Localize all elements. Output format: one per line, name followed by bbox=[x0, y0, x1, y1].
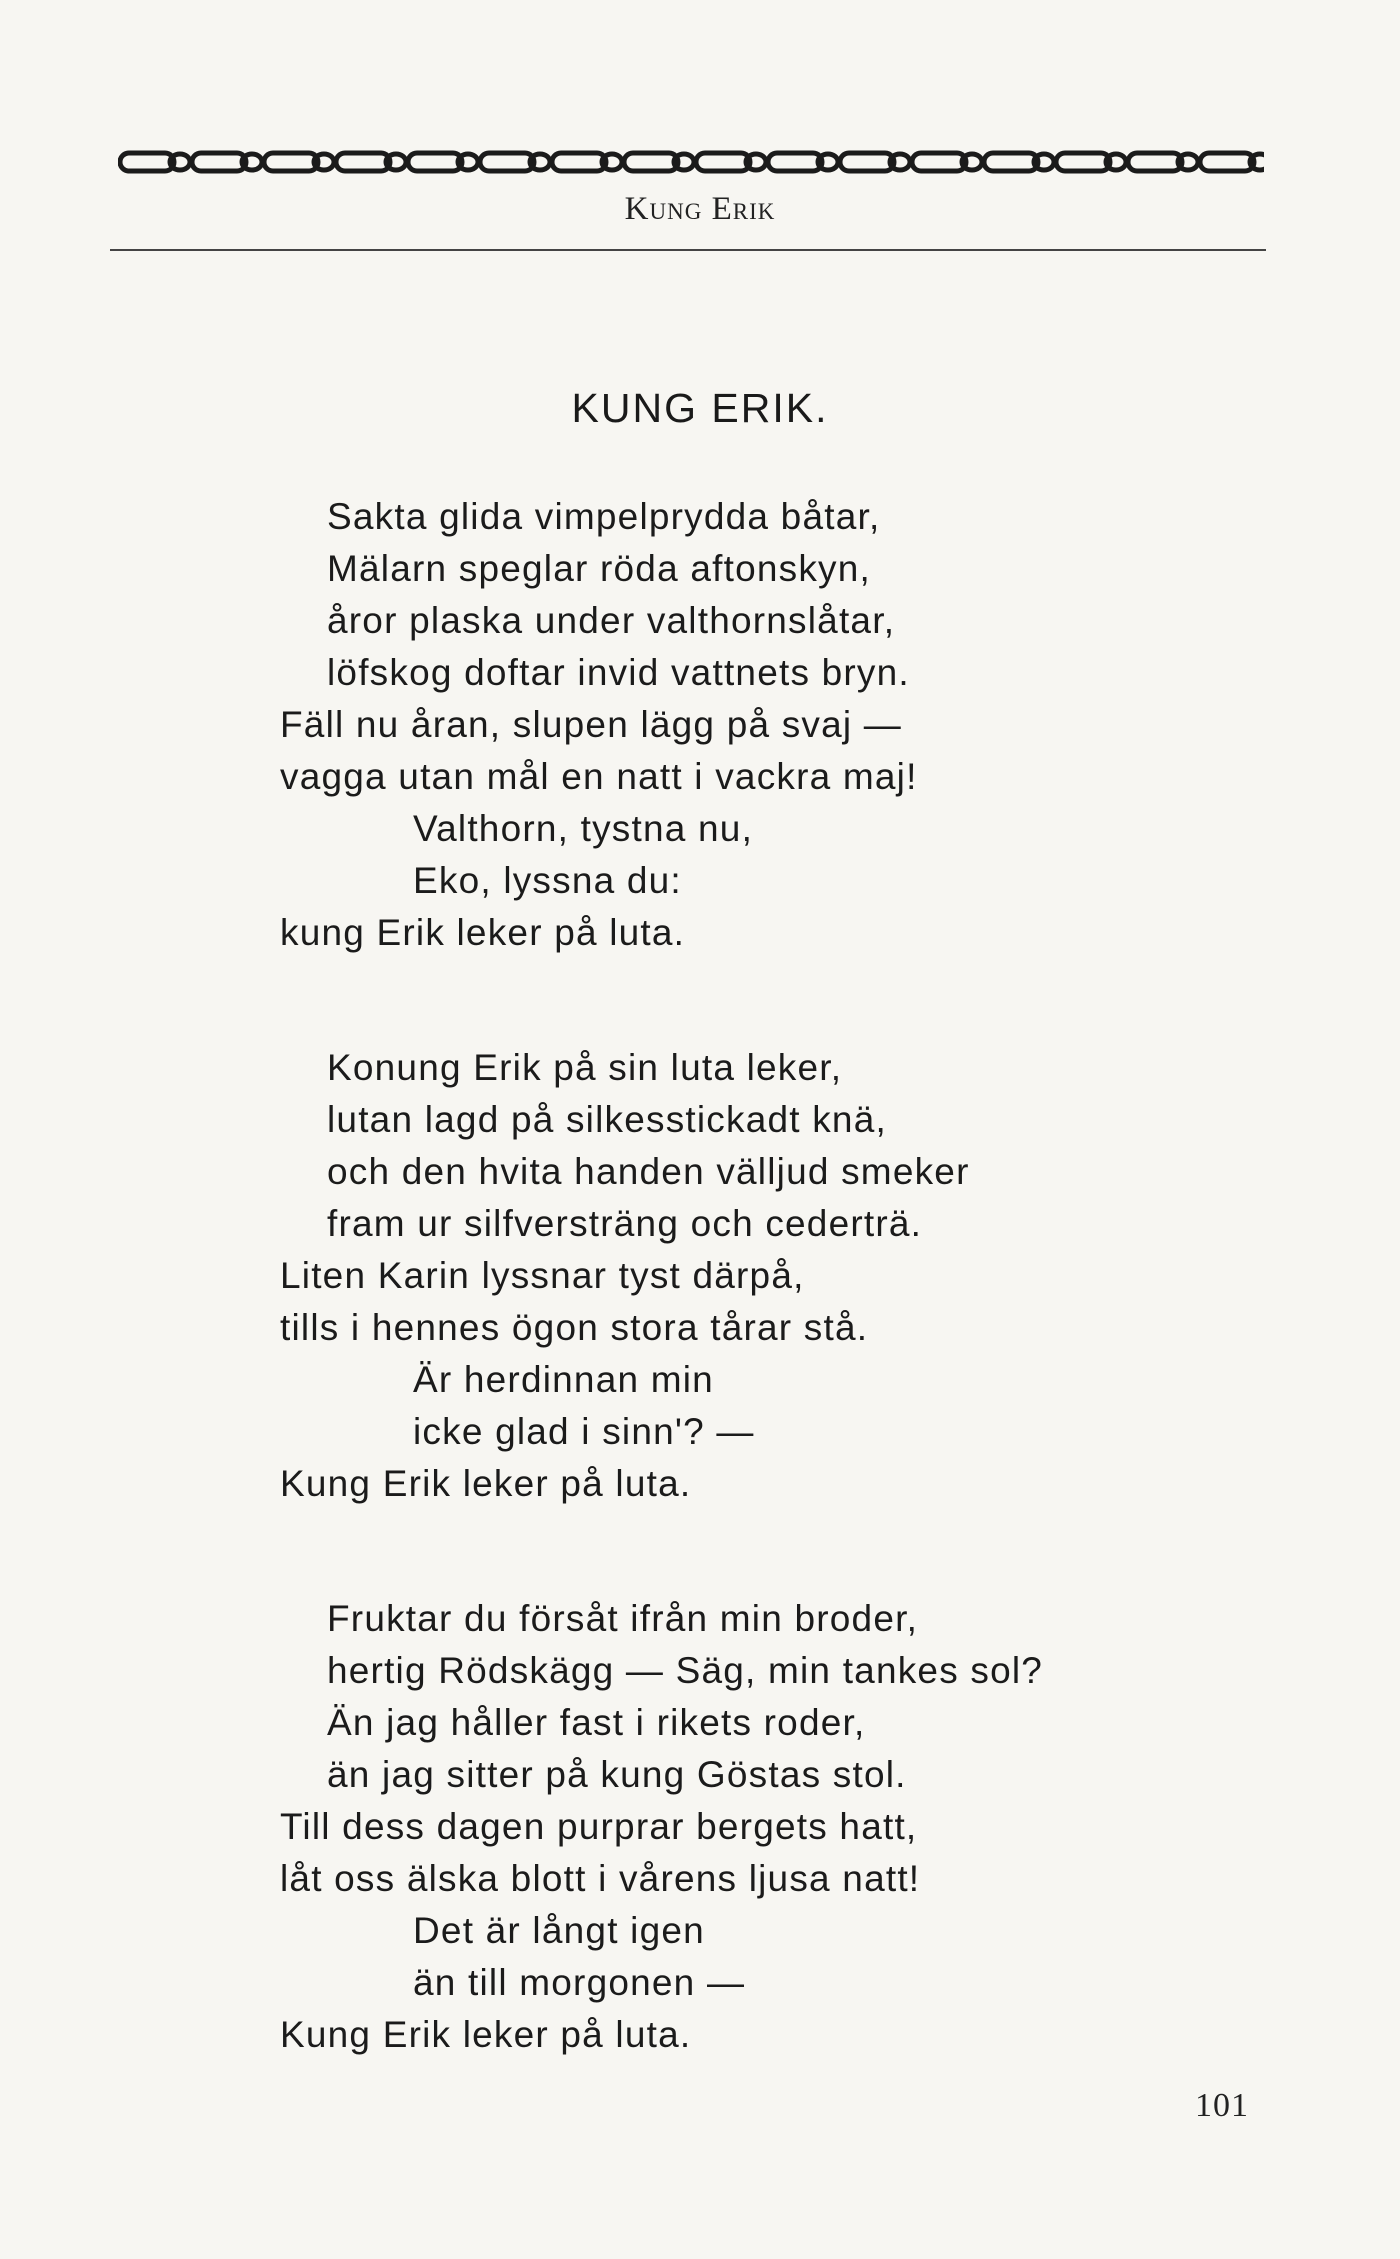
page-number: 101 bbox=[1195, 2087, 1249, 2124]
chain-link bbox=[264, 153, 318, 171]
chain-link bbox=[120, 153, 174, 171]
chain-link bbox=[480, 153, 534, 171]
verse-line: Konung Erik på sin luta leker, bbox=[327, 1047, 843, 1088]
verse-line: hertig Rödskägg — Säg, min tankes sol? bbox=[327, 1650, 1044, 1691]
chain-link bbox=[336, 153, 390, 171]
verse-line: än jag sitter på kung Göstas stol. bbox=[327, 1754, 907, 1795]
verse-line: vagga utan mål en natt i vackra maj! bbox=[280, 756, 918, 797]
verse-line: Det är långt igen bbox=[413, 1910, 705, 1951]
chain-link bbox=[552, 153, 606, 171]
verse-line: låt oss älska blott i vårens ljusa natt! bbox=[280, 1858, 921, 1899]
chain-border-ornament bbox=[118, 147, 1264, 177]
chain-link bbox=[1128, 153, 1182, 171]
verse-line: Sakta glida vimpelprydda båtar, bbox=[327, 496, 881, 537]
chain-link bbox=[1056, 153, 1110, 171]
chain-link bbox=[408, 153, 462, 171]
chain-link bbox=[840, 153, 894, 171]
chain-link bbox=[1200, 153, 1254, 171]
verse-line: Fruktar du försåt ifrån min broder, bbox=[327, 1598, 919, 1639]
verse-line: Valthorn, tystna nu, bbox=[413, 808, 754, 849]
verse-line: tills i hennes ögon stora tårar stå. bbox=[280, 1307, 869, 1348]
chain-link bbox=[624, 153, 678, 171]
verse-line: Till dess dagen purprar bergets hatt, bbox=[280, 1806, 918, 1847]
header-rule bbox=[110, 249, 1266, 251]
verse-line: kung Erik leker på luta. bbox=[280, 912, 686, 953]
verse-line: Fäll nu åran, slupen lägg på svaj — bbox=[280, 704, 903, 745]
verse-line: fram ur silfversträng och cederträ. bbox=[327, 1203, 923, 1244]
chain-link bbox=[912, 153, 966, 171]
verse-line: lutan lagd på silkesstickadt knä, bbox=[327, 1099, 887, 1140]
verse-line: Mälarn speglar röda aftonskyn, bbox=[327, 548, 871, 589]
verse-line: Kung Erik leker på luta. bbox=[280, 2014, 692, 2055]
running-head: Kung Erik bbox=[624, 191, 776, 227]
verse-line: Än jag håller fast i rikets roder, bbox=[327, 1702, 866, 1743]
chain-ring bbox=[1250, 154, 1264, 170]
chain-link bbox=[984, 153, 1038, 171]
verse-line: Eko, lyssna du: bbox=[413, 860, 682, 901]
verse-line: och den hvita handen välljud smeker bbox=[327, 1151, 970, 1192]
chain-link bbox=[696, 153, 750, 171]
verse-line: än till morgonen — bbox=[413, 1962, 746, 2003]
verse-line: Liten Karin lyssnar tyst därpå, bbox=[280, 1255, 805, 1296]
chain-link bbox=[768, 153, 822, 171]
verse-line: icke glad i sinn'? — bbox=[413, 1411, 755, 1452]
verse-line: Är herdinnan min bbox=[413, 1359, 714, 1400]
chain-link bbox=[192, 153, 246, 171]
poem-title: KUNG ERIK. bbox=[571, 385, 829, 431]
verse-line: åror plaska under valthornslåtar, bbox=[327, 600, 896, 641]
verse-line: Kung Erik leker på luta. bbox=[280, 1463, 692, 1504]
verse-line: löfskog doftar invid vattnets bryn. bbox=[327, 652, 910, 693]
